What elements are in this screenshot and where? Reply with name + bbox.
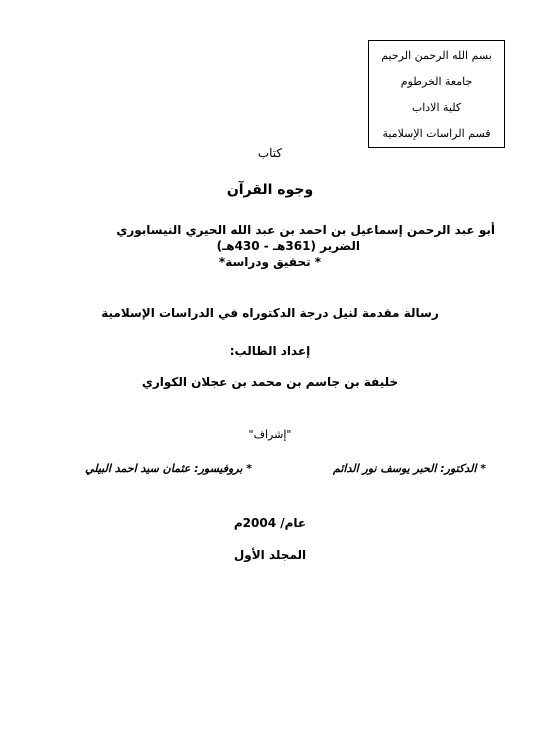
book-title: وجوه القرآن xyxy=(226,182,314,198)
supervisor-first: * الدكتور: الحبر يوسف نور الدائم xyxy=(333,462,486,475)
institution-header-box xyxy=(368,40,505,148)
thesis-statement: رسالة مقدمة لنيل درجة الدكتوراه في الدراسات الإسلامية xyxy=(101,306,439,320)
supervision-label: "إشراف" xyxy=(248,428,292,441)
department-name: قسم الراسات الإسلامية xyxy=(382,127,491,140)
author-line-2: الضرير (361هـ - 430هـ) xyxy=(216,239,360,253)
author-line-1: أبو عبد الرحمن إسماعيل بن احمد بن عبد الله الحيري النيسابوري xyxy=(116,223,495,237)
supervisor-second: * بروفيسور: عثمان سيد احمد البيلي xyxy=(85,462,252,475)
book-label: كتاب xyxy=(257,146,283,160)
study-note: * تحقيق ودراسة* xyxy=(218,255,322,269)
year-label: عام/ 2004م xyxy=(233,516,307,530)
basmala-text: بسم الله الرحمن الرحيم xyxy=(381,49,492,62)
prepared-by-label: إعداد الطالب: xyxy=(229,344,311,358)
university-name: جامعة الخرطوم xyxy=(400,75,473,88)
faculty-name: كلية الاداب xyxy=(411,101,462,114)
student-name: خليفة بن جاسم بن محمد بن عجلان الكواري xyxy=(141,375,399,389)
volume-label: المجلد الأول xyxy=(233,548,307,562)
